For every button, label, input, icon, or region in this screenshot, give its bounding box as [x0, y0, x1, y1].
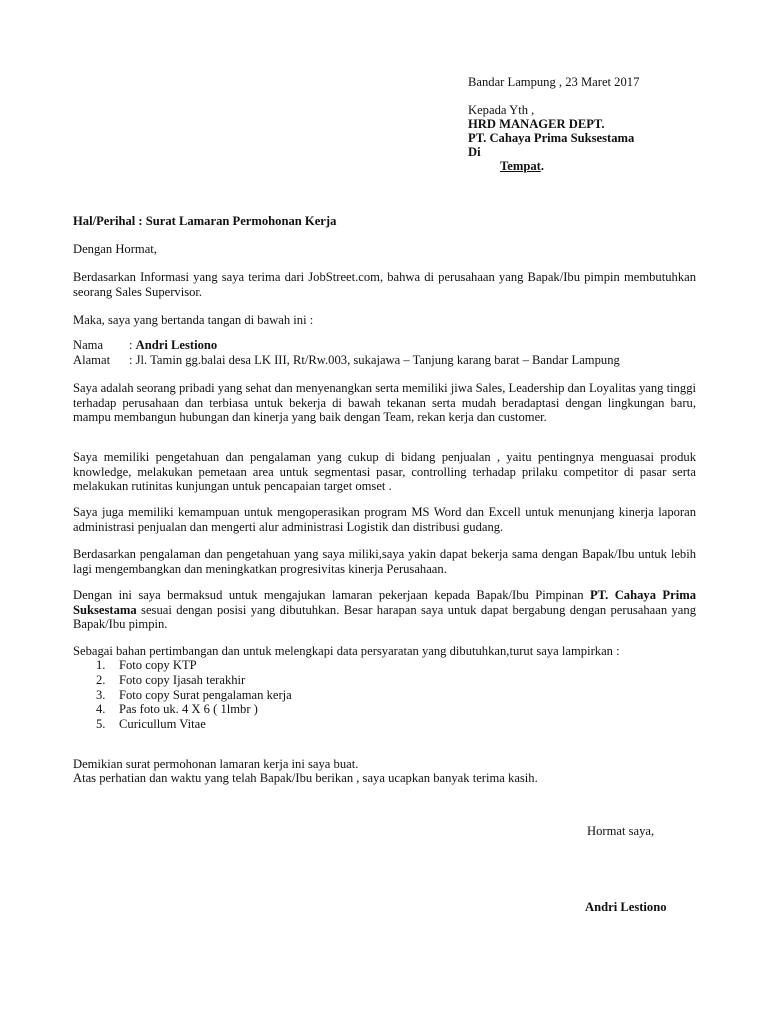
- recipient-title: HRD MANAGER DEPT.: [468, 117, 605, 131]
- application-text-start: Dengan ini saya bermaksud untuk mengajukan lamaran pekerjaan kepada Bapak/Ibu Pimpinan: [73, 588, 590, 602]
- name-value: Andri Lestiono: [135, 338, 218, 352]
- paragraph-undersigned: Maka, saya yang bertanda tangan di bawah ini :: [73, 313, 314, 327]
- greeting: Dengan Hormat,: [73, 242, 157, 256]
- application-text-end: sesuai dengan posisi yang dibutuhkan. Besar harapan saya untuk dapat bergabung dengan perusahaan yang Bapak/Ibu pimpin.: [73, 602, 696, 632]
- place-date: Bandar Lampung , 23 Maret 2017: [468, 75, 640, 89]
- application-company: PT. Cahaya Prima Suksestama: [73, 588, 696, 617]
- address-value: : Jl. Tamin gg.balai desa LK III, Rt/Rw.003, sukajawa – Tanjung karang barat – Bandar Lampung: [129, 353, 620, 367]
- recipient-place: [500, 159, 544, 174]
- name-row: [73, 338, 217, 353]
- regards: Hormat saya,: [587, 824, 655, 838]
- paragraph-confidence: Berdasarkan pengalaman dan pengetahuan yang saya miliki,saya yakin dapat bekerja sama dengan Bapak/Ibu untuk lebih lagi mengembangkan dan meningkatkan progresivitas kinerja Perusahaan.: [73, 547, 696, 576]
- recipient-company: PT. Cahaya Prima Suksestama: [468, 131, 635, 145]
- list-item: 4. Pas foto uk. 4 X 6 ( 1lmbr ): [96, 702, 258, 716]
- list-item: 2. Foto copy Ijasah terakhir: [96, 673, 246, 687]
- closing-thanks: Atas perhatian dan waktu yang telah Bapak/Ibu berikan , saya ucapkan banyak terima kasih.: [73, 771, 538, 785]
- tempat-text: Tempat: [500, 159, 541, 173]
- closing-statement: Demikian surat permohonan lamaran kerja ini saya buat.: [73, 757, 359, 771]
- address-label: Alamat: [73, 353, 111, 367]
- list-item: 1. Foto copy KTP: [96, 658, 197, 672]
- name-label: Nama: [73, 338, 104, 352]
- list-item: 5. Curicullum Vitae: [96, 717, 206, 731]
- paragraph-intro: Berdasarkan Informasi yang saya terima dari JobStreet.com, bahwa di perusahaan yang Bapak/Ibu pimpin membutuhkan seorang Sales Supervisor.: [73, 270, 696, 299]
- name-separator: :: [129, 338, 136, 352]
- address-row: [73, 353, 620, 368]
- tempat-dot: .: [540, 159, 544, 173]
- paragraph-skills: Saya juga memiliki kemampuan untuk mengoperasikan program MS Word dan Excell untuk menunjang kinerja laporan administrasi penjualan dan mengerti alur administrasi Logistik dan distribusi gudang.: [73, 505, 696, 534]
- paragraph-experience: Saya memiliki pengetahuan dan pengalaman yang cukup di bidang penjualan , yaitu pentingnya menguasai produk knowledge, melakukan pemetaan area untuk segmentasi pasar, controlling terhadap prilaku competitor di pasar serta melakukan rutinitas kunjungan untuk pencapaian target omset .: [73, 450, 696, 494]
- signature-name: Andri Lestiono: [585, 900, 667, 914]
- paragraph-application: [73, 588, 696, 632]
- list-item: 3. Foto copy Surat pengalaman kerja: [96, 688, 292, 702]
- recipient-di: Di: [468, 145, 481, 159]
- to-line: Kepada Yth ,: [468, 103, 535, 117]
- subject-line: Hal/Perihal : Surat Lamaran Permohonan Kerja: [73, 214, 337, 228]
- paragraph-attachments-intro: Sebagai bahan pertimbangan dan untuk melengkapi data persyaratan yang dibutuhkan,turut saya lampirkan :: [73, 644, 620, 658]
- paragraph-profile: Saya adalah seorang pribadi yang sehat dan menyenangkan serta memiliki jiwa Sales, Leadership dan Loyalitas yang tinggi terhadap perusahaan dan terbiasa untuk bekerja di bawah tekanan serta mudah beradaptasi dengan lingkungan baru, mampu membangun hubungan dan kinerja yang baik dengan Team, rekan kerja dan customer.: [73, 381, 696, 425]
